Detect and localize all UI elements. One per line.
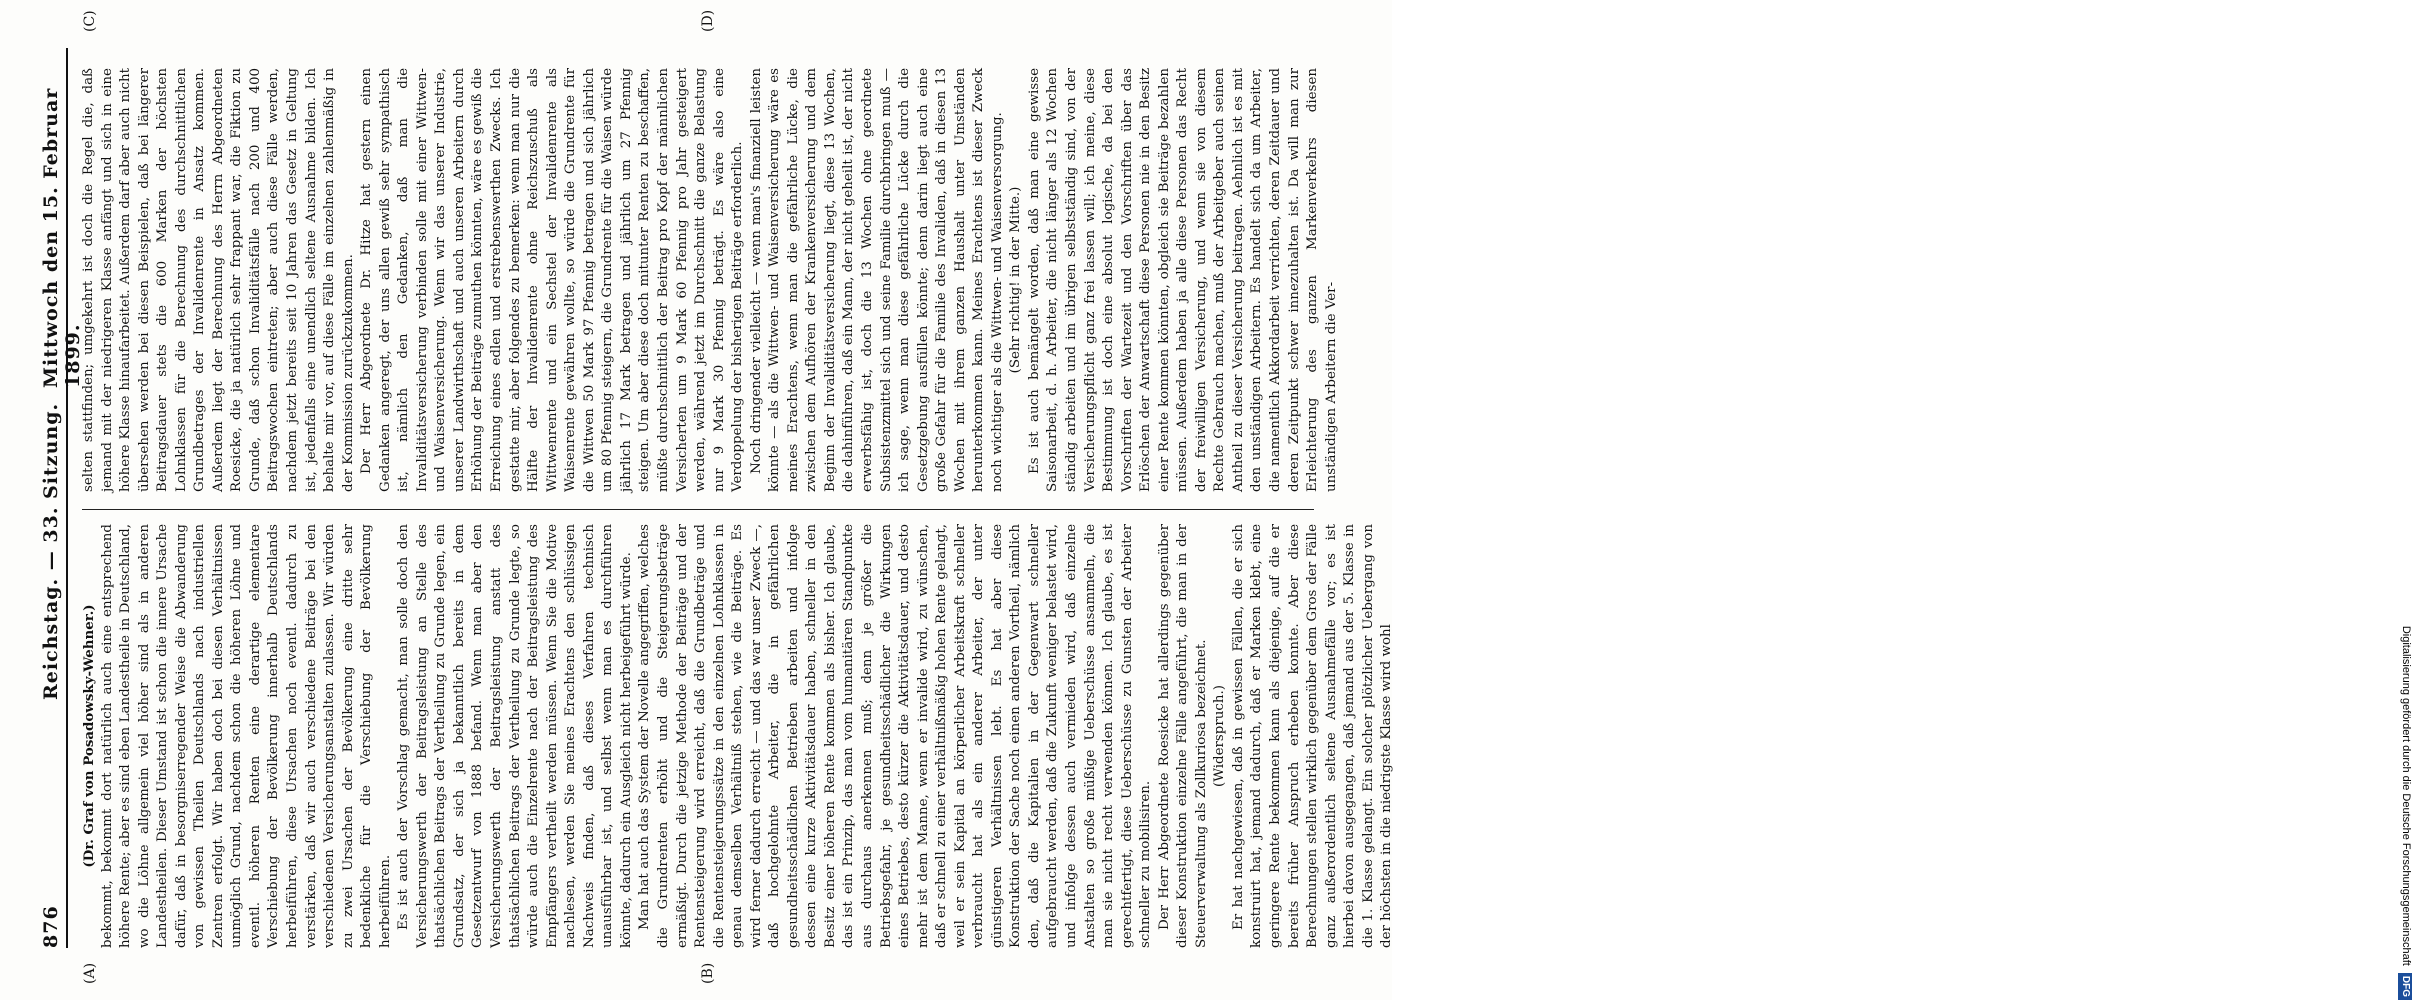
right-column xyxy=(80,68,1339,492)
speaker-line: (Dr. Graf von Posadowsky-Wehner.) xyxy=(81,604,97,868)
left-column xyxy=(80,524,1395,948)
left-interjection: (Widerspruch.) xyxy=(1212,685,1228,788)
margin-marker-a: (A) xyxy=(82,962,98,984)
right-interjection: (Sehr richtig! in der Mitte.) xyxy=(1008,186,1024,374)
margin-marker-c: (C) xyxy=(82,10,98,32)
left-paragraph-4: Der Herr Abgeordnete Roesicke hat allerdings gegenüber dieser Konstruktion einzelne Fälle angeführt, die man in der Steuerverwaltung als Zollkuriosa bezeichnet. xyxy=(1156,524,1209,948)
margin-marker-b: (B) xyxy=(700,962,716,984)
header-session-title: Reichstag. — 33. Sitzung. xyxy=(40,402,62,700)
right-paragraph-2: Der Herr Abgeordnete Dr. Hitze hat gestern einen Gedanken angeregt, der uns allen gewiß sehr sympathisch ist, nämlich den Gedanken, daß man die Invaliditätsversicherung verbinden solle mit einer Wittwen- und Waisenversicherung. Wenn wir das unserer Industrie, unserer Landwirthschaft und auch unseren Arbeitern durch Erhöhung der Beiträge zumuthen könnten, wäre es gewiß die Erreichung eines edlen und erstrebenswerthen Zwecks. Ich gestatte mir, aber folgendes zu bemerken: wenn man nur die Hälfte der Invalidenrente ohne Reichszuschuß als Wittwenrente und ein Sechstel der Invalidenrente als Waisenrente gewähren wollte, so würde die Grundrente für die Wittwen 50 Mark 97 Pfennig betragen und sich jährlich um 80 Pfennig steigern, die Grundrente für die Waisen würde jährlich 17 Mark betragen und jährlich um 27 Pfennig steigen. Um aber diese doch mitunter Renten zu beschaffen, müßte durchschnittlich der Beitrag pro Kopf der männlichen Versicherten um 9 Mark 60 Pfennig pro Jahr gesteigert werden, während jetzt im Durchschnitt die ganze Belastung nur 9 Mark 30 Pfennig beträgt. Es wäre also eine Verdoppelung der bisherigen Beiträge erforderlich. xyxy=(359,68,746,492)
column-divider xyxy=(82,509,1314,510)
dfg-logo: DFG xyxy=(2398,973,2412,1000)
page-header xyxy=(38,48,84,948)
dfg-credit-strip xyxy=(1415,0,2412,1000)
left-paragraph-3: Man hat auch das System der Novelle angegriffen, welches die Grundrenten erhöht und die Steigerungsbeträge ermäßigt. Durch die jetzige Methode der Beiträge und der Rentensteigerung wird erreicht, daß die Grundbeträge und die Rentensteigerungssätze in den einzelnen Lohnklassen in genau demselben Verhältniß stehen, wie die Beiträge. Es wird ferner dadurch erreicht — und das war unser Zweck —, daß hochgelohnte Arbeiter, die in gefährlichen gesundheitsschädlichen Betrieben arbeiten und infolge dessen eine kurze Aktivitätsdauer haben, schneller in den Besitz einer höheren Rente kommen als bisher. Ich glaube, das ist ein Prinzip, das man vom humanitären Standpunkte aus durchaus anerkennen muß; denn je größer die Betriebsgefahr, je gesundheitsschädlicher die Wirkungen eines Betriebes, desto kürzer die Aktivitätsdauer, und desto mehr ist dem Manne, wenn er invalide wird, zu wünschen, daß er schnell zu einer verhältnißmäßig hohen Rente gelangt, weil er sein Kapital an körperlicher Arbeitskraft schneller verbraucht hat als ein anderer Arbeiter, der unter günstigeren Verhältnissen lebt. Es hat aber diese Konstruktion der Sache noch einen anderen Vortheil, nämlich den, daß die Kapitalien in der Gegenwart schneller aufgebraucht werden, daß die Zukunft weniger belastet wird, und infolge dessen auch vermieden wird, daß einzelne Anstalten so große müßige Ueberschüsse ansammeln, die man sie nicht recht verwenden können. Ich glaube, es ist gerechtfertigt, diese Ueberschüsse zu Gunsten der Arbeiter schneller zu mobilisiren. xyxy=(637,524,1154,948)
right-paragraph-4: Es ist auch bemängelt worden, daß man eine gewisse Saisonarbeit, d. h. Arbeiter, die nicht länger als 12 Wochen ständig arbeiten und im übrigen selbstständig sind, von der Versicherungspflicht ganz frei lassen will; ich meine, diese Bestimmung ist doch eine absolut logische, da bei den Vorschriften der Wartezeit und den Vorschriften über das Erlöschen der Anwartschaft diese Personen nie in den Besitz einer Rente kommen könnten, obgleich sie Beiträge bezahlen müssen. Außerdem haben ja alle diese Personen das Recht der freiwilligen Versicherung, und wenn sie von diesem Rechte Gebrauch machen, muß der Arbeitgeber auch seinen Antheil zu dieser Versicherung beitragen. Aehnlich ist es mit den unständigen Arbeitern. Es handelt sich da um Arbeiter, die namentlich Akkordarbeit verrichten, deren Zeitdauer und deren Zeitpunkt schwer innezuhalten ist. Da will man zur Erleichterung des ganzen Markenverkehrs diesen unständigen Arbeitern die Ver- xyxy=(1026,68,1339,492)
margin-marker-d: (D) xyxy=(700,9,716,32)
left-paragraph-2: Es ist auch der Vorschlag gemacht, man solle doch den Versicherungswerth der Beitragsleistung an Stelle des thatsächlichen Beitrags der Vertheilung zu Grunde legen, ein Grundsatz, der sich ja bekanntlich bereits in dem Gesetzentwurf von 1888 befand. Wenn man aber den Versicherungswerth der Beitragsleistung anstatt des thatsächlichen Beitrags der Vertheilung zu Grunde legte, so würde auch die Einzelrente nach der Beitragsleistung des Empfängers vertheilt werden müssen. Wenn Sie die Motive nachlesen, werden Sie meines Erachtens den schlüssigen Nachweis finden, daß dieses Verfahren technisch unausführbar ist, und selbst wenn man es durchführen könnte, dadurch ein Ausgleich nicht herbeigeführt würde. xyxy=(396,524,634,948)
page-number: 876 xyxy=(40,905,62,948)
header-date: Mittwoch den 15. Februar 1899. xyxy=(40,87,84,388)
right-paragraph-1: selten stattfinden; umgekehrt ist doch die Regel die, daß jemand mit der niedrigeren Klasse anfängt und sich in eine höhere Klasse hinaufarbeitet. Außerdem darf aber auch nicht übersehen werden bei diesen Beispielen, daß bei längerer Beitragsdauer stets die 600 Marken der höchsten Lohnklassen für die Berechnung des durchschnittlichen Grundbetrages der Invalidenrente in Ansatz kommen. Außerdem liegt der Berechnung des Herrn Abgeordneten Roesicke, die ja natürlich sehr frappant war, die Fiktion zu Grunde, daß schon Invaliditätsfälle nach 200 und 400 Beitragswochen eintreten; aber auch diese Fälle werden, nachdem jetzt bereits seit 10 Jahren das Gesetz in Geltung ist, jedenfalls eine unendlich seltene Ausnahme bilden. Ich behalte mir vor, auf diese Fälle im einzelnen zahlenmäßig in der Kommission zurückzukommen. xyxy=(81,68,356,492)
left-paragraph-5: Er hat nachgewiesen, daß in gewissen Fällen, die er sich konstruirt hat, jemand dadurch, daß er Marken klebt, eine geringere Rente bekommen kann als diejenige, auf die er bereits früher Anspruch erheben konnte. Aber diese Berechnungen stellen wirklich gegenüber dem Gros der Fälle ganz außerordentlich seltene Ausnahmefälle vor; es ist hierbei davon ausgegangen, daß jemand aus der 5. Klasse in die 1. Klasse gelangt. Ein solcher plötzlicher Uebergang von der höchsten in die niedrigste Klasse wird wohl xyxy=(1230,524,1395,948)
left-paragraph-1: bekommt, bekommt dort natürlich auch eine entsprechend höhere Rente; aber es sind eben Landestheile in Deutschland, wo die Löhne allgemein viel höher sind als in anderen Landestheilen. Dieser Umstand ist schon die innere Ursache dafür, daß in besorgniserregender Weise die Abwanderung von gewissen Theilen Deutschlands nach industriellen Zentren erfolgt. Wir haben doch bei diesen Verhältnissen unmöglich Grund, nachdem schon die höheren Löhne und eventl. höheren Renten eine derartige elementare Verschiebung der Bevölkerung innerhalb Deutschlands herbeiführen, diese Ursachen noch eventl. dadurch zu verstärken, daß wir auch verschiedene Beiträge bei den verschiedenen Versicherungsanstalten zulassen. Wir würden zu zwei Ursachen der Bevölkerung eine dritte sehr bedenkliche für die Verschiebung der Bevölkerung herbeiführen. xyxy=(99,524,393,948)
dfg-credit xyxy=(2396,0,2415,1000)
dfg-credit-text: Digitalisierung gefördert durch die Deutsche Forschungsgemeinschaft xyxy=(2400,625,2412,966)
right-paragraph-3: Noch dringender vielleicht — wenn man's finanziell leisten könnte — als die Wittwen- und Waisenversicherung wäre es meines Erachtens, wenn man die gefährliche Lücke, die zwischen dem Aufhören der Krankenversicherung und dem Beginn der Invaliditätsversicherung liegt, diese 13 Wochen, die dahinführen, daß ein Mann, der nicht geheilt ist, der nicht erwerbsfähig ist, doch die 13 Wochen ohne geordnete Subsistenzmittel sich und seine Familie durchbringen muß — ich sage, wenn man diese gefährliche Lücke durch die Gesetzgebung ausfüllen könnte; denn darin liegt auch eine große Gefahr für die Familie des Invaliden, daß in diesen 13 Wochen mit ihrem ganzen Haushalt unter Umständen herunterkommen kann. Meines Erachtens ist dieser Zweck noch wichtiger als die Wittwen- und Waisenversorgung. xyxy=(748,68,1005,492)
